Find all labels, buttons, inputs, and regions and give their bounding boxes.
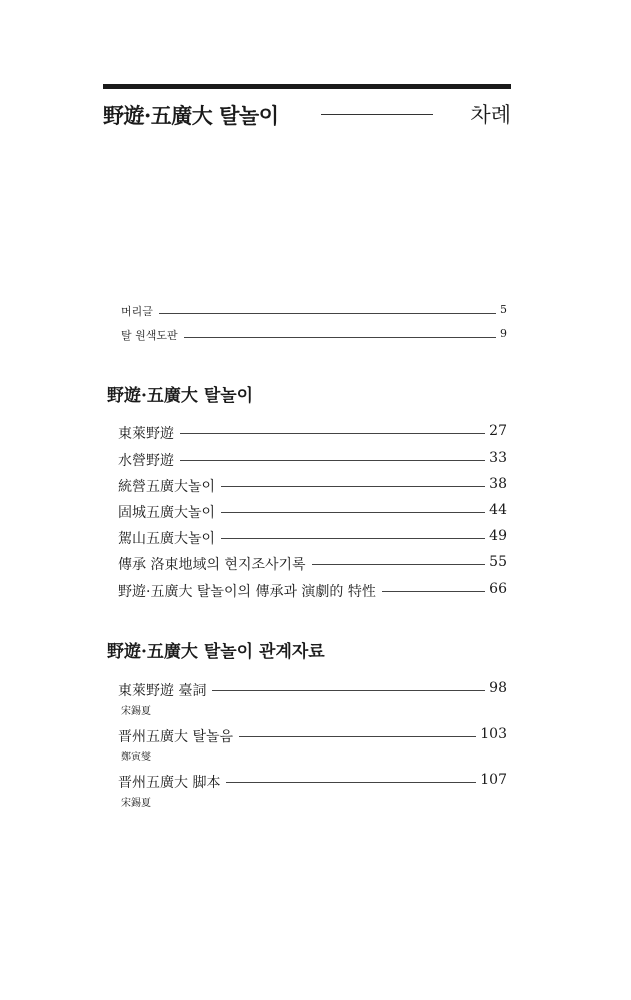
toc-entry[interactable] — [0, 680, 631, 700]
toc-entry-page: 66 — [485, 581, 507, 597]
toc-entry-label: 東萊野遊 — [118, 423, 180, 443]
toc-entry-page: 98 — [485, 680, 507, 696]
toc-entry[interactable] — [0, 554, 631, 574]
toc-entry-page: 5 — [496, 303, 507, 316]
toc-entry-label: 統營五廣大놀이 — [118, 476, 221, 496]
title-leader-line — [321, 114, 433, 115]
toc-entry[interactable] — [0, 476, 631, 496]
toc-entry-label: 晋州五廣大 탈놀음 — [118, 726, 239, 746]
toc-entry-label: 東萊野遊 臺詞 — [118, 680, 212, 700]
toc-entry-label: 駕山五廣大놀이 — [118, 528, 221, 548]
toc-entry-label: 머리글 — [121, 303, 159, 319]
section-title: 野遊·五廣大 탈놀이 관계자료 — [107, 642, 325, 662]
toc-entry-page: 33 — [485, 450, 507, 466]
toc-heading: 차례 — [470, 103, 511, 127]
toc-entry[interactable] — [0, 423, 631, 443]
toc-entry-label: 탈 원색도판 — [121, 327, 184, 343]
title-row — [103, 100, 511, 130]
toc-entry-page: 38 — [485, 476, 507, 492]
entry-author: 宋錫夏 — [121, 798, 151, 809]
toc-entry-page: 27 — [485, 423, 507, 439]
top-rule — [103, 84, 511, 89]
toc-entry-label: 固城五廣大놀이 — [118, 502, 221, 522]
toc-entry-page: 44 — [485, 502, 507, 518]
toc-entry[interactable] — [0, 502, 631, 522]
toc-entry[interactable] — [0, 528, 631, 548]
toc-entry[interactable] — [0, 726, 631, 746]
toc-entry-page: 55 — [485, 554, 507, 570]
toc-entry-page: 49 — [485, 528, 507, 544]
toc-entry[interactable] — [0, 450, 631, 470]
book-title: 野遊·五廣大 탈놀이 — [103, 103, 279, 128]
toc-entry-page: 9 — [496, 327, 507, 340]
toc-entry-label: 傳承 洛東地域의 현지조사기록 — [118, 554, 312, 574]
section-title: 野遊·五廣大 탈놀이 — [107, 386, 254, 406]
leader-line — [125, 313, 506, 314]
toc-entry-page: 103 — [476, 726, 507, 742]
toc-entry-label: 水營野遊 — [118, 450, 180, 470]
toc-entry[interactable] — [0, 303, 631, 323]
toc-entry-page: 107 — [476, 772, 507, 788]
toc-entry-label: 野遊·五廣大 탈놀이의 傳承과 演劇的 特性 — [118, 581, 382, 601]
toc-entry-label: 晋州五廣大 脚本 — [118, 772, 226, 792]
toc-entry[interactable] — [0, 327, 631, 347]
entry-author: 宋錫夏 — [121, 706, 151, 717]
entry-author: 鄭寅燮 — [121, 752, 151, 763]
toc-entry[interactable] — [0, 581, 631, 601]
toc-entry[interactable] — [0, 772, 631, 792]
